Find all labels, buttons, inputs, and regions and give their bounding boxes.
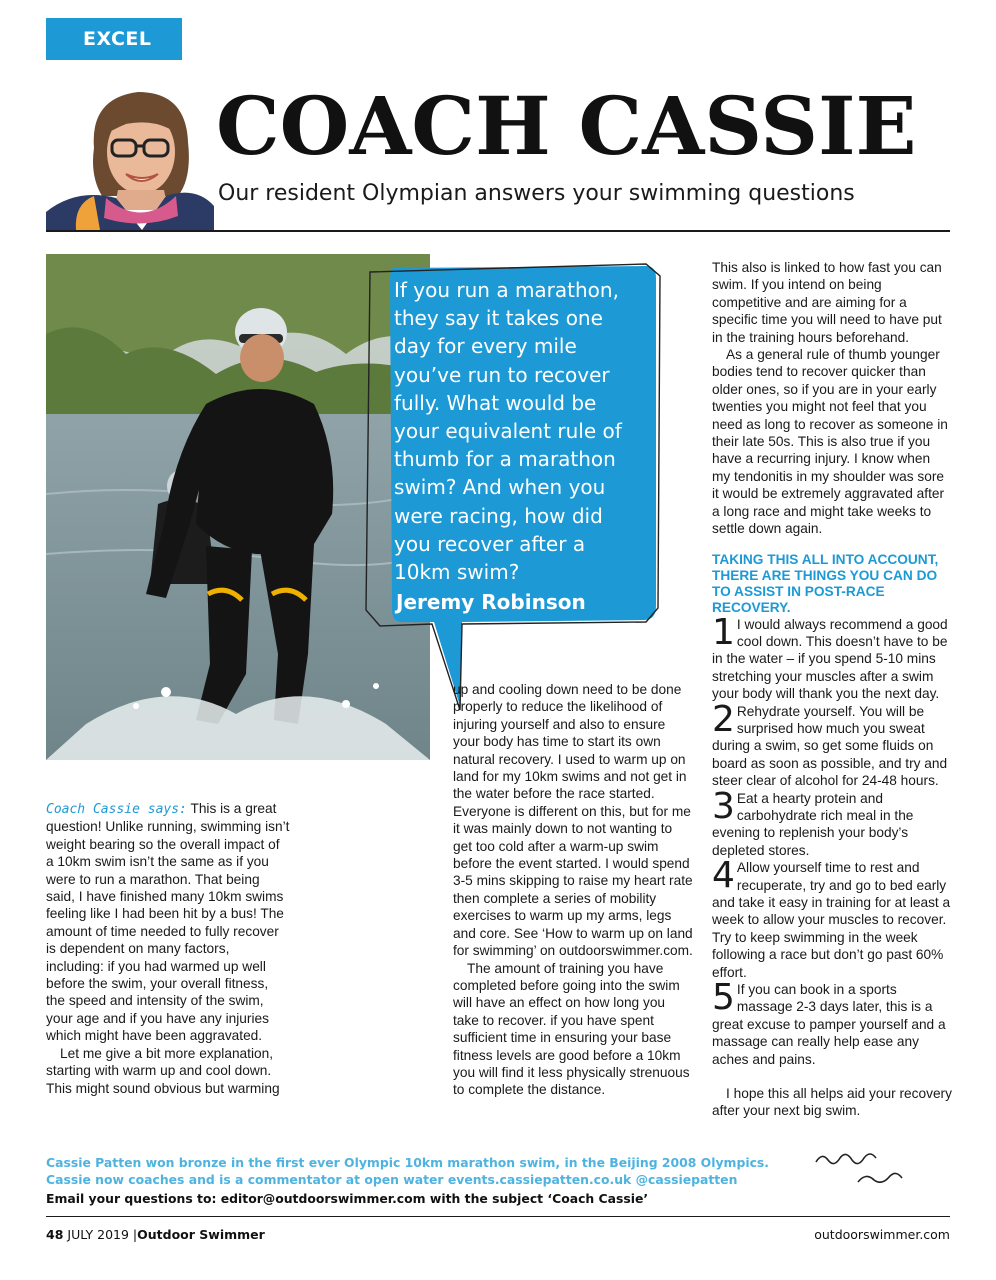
answer-paragraph: The amount of training you have completed before going into the swim will have an effect on how long you take to recover. if you have spent sufficient time in ensuring your base fitness levels are good before a 10km you will find it less physically strenuous to complete the distance. bbox=[453, 960, 690, 1098]
tip-number: 1 bbox=[712, 611, 735, 653]
author-bio bbox=[46, 1154, 769, 1188]
wave-icon bbox=[814, 1148, 904, 1188]
tip-item bbox=[712, 785, 952, 860]
article-column-1 bbox=[46, 800, 290, 1097]
tip-item bbox=[712, 698, 952, 790]
tip-number: 2 bbox=[712, 698, 735, 740]
magazine-name: Outdoor Swimmer bbox=[137, 1227, 265, 1242]
tip-number: 5 bbox=[712, 977, 735, 1019]
closing-paragraph: I hope this all helps aid your recovery after your next big swim. bbox=[712, 1086, 952, 1119]
footer-divider bbox=[46, 1216, 950, 1217]
coach-says-label: Coach Cassie says: bbox=[46, 802, 187, 817]
answer-paragraph: This is a great question! Unlike running, swimming isn’t weight bearing so the overall impact of a 10km swim isn’t the same as if you were to run a marathon. That being said, I have finished many 10km swims feeling like I had been hit by a bus! The amount of time needed to fully recover is dependent on many factors, including: if you had warmed up well before the swim, your overall fitness, the speed and intensity of the swim, your age and if you have any injuries which might have been aggravated. bbox=[46, 801, 290, 1044]
tip-item bbox=[712, 611, 952, 703]
question-author: Jeremy Robinson bbox=[396, 590, 586, 614]
answer-paragraph: This also is linked to how fast you can swim. If you intend on being competitive and are aiming for a specific time you will need to have put in the training hours beforehand. bbox=[712, 260, 942, 345]
article-column-3 bbox=[712, 259, 952, 1120]
bio-line: Cassie Patten won bronze in the first ever Olympic 10km marathon swim, in the Beijing 2008 Olympics. bbox=[46, 1155, 769, 1170]
tip-text: Eat a hearty protein and carbohydrate rich meal in the evening to replenish your body’s depleted stores. bbox=[712, 790, 914, 858]
article-column-2 bbox=[453, 681, 693, 1099]
bio-line: Cassie now coaches and is a commentator at open water events.cassiepatten.co.uk @cassiepatten bbox=[46, 1172, 738, 1187]
tip-text: If you can book in a sports massage 2-3 days later, this is a great excuse to pamper yourself and a massage can really help ease any aches and pains. bbox=[712, 982, 946, 1067]
page-subtitle: Our resident Olympian answers your swimming questions bbox=[218, 181, 855, 206]
answer-paragraph: As a general rule of thumb younger bodies tend to recover quicker than older ones, so if you are in your early twenties you might not feel that you need as long to recover as someone in their late 50s. This is also true if you have a recurring injury. I know when my tendonitis in my shoulder was sore it would be extremely aggravated after a long race and might take weeks to settle down again. bbox=[712, 347, 948, 537]
reader-question: If you run a marathon, they say it takes one day for every mile you’ve run to recover fully. What would be your equivalent rule of thumb for a marathon swim? And when you were racing, how did you recover after a 10km swim? bbox=[394, 278, 622, 585]
page-number: 48 bbox=[46, 1227, 64, 1242]
footer-website: outdoorswimmer.com bbox=[814, 1227, 950, 1242]
answer-paragraph: Let me give a bit more explanation, starting with warm up and cool down. This might sound obvious but warming bbox=[46, 1045, 280, 1096]
section-tag: EXCEL bbox=[46, 18, 182, 60]
issue-date: JULY 2019 | bbox=[67, 1227, 138, 1242]
tip-item bbox=[712, 977, 952, 1068]
tip-number: 3 bbox=[712, 785, 735, 827]
portrait-illustration bbox=[46, 78, 214, 230]
answer-paragraph: up and cooling down need to be done properly to reduce the likelihood of injuring yourself and also to ensure your body has time to start its own natural recovery. I used to warm up on land for my 10km swims and not get in the water before the race started. Everyone is different on this, but for me it was mainly down to not wanting to get too cold after a warm-up swim before the event started. I would spend 3-5 mins skipping to raise my heart rate then complete a series of mobility exercises to warm up my arms, legs and core. See ‘How to warm up on land for swimming’ on outdoorswimmer.com. bbox=[453, 682, 693, 959]
tip-item bbox=[712, 855, 952, 981]
author-portrait bbox=[46, 78, 214, 230]
tip-text: Rehydrate yourself. You will be surprised how much you sweat during a swim, so get some fluids on board as soon as possible, and try and steer clear of alcohol for 24-48 hours. bbox=[712, 703, 948, 789]
footer-folio bbox=[46, 1226, 265, 1244]
header-divider bbox=[46, 230, 950, 232]
tip-text: Allow yourself time to rest and recuperate, try and go to bed early and take it easy in training for at least a week to allow your muscles to recover. Try to keep swimming in the week following a race but don’t go past 60% effort. bbox=[712, 860, 951, 980]
email-invite: Email your questions to: editor@outdoorswimmer.com with the subject ‘Coach Cassie’ bbox=[46, 1191, 649, 1206]
tips-subheading: TAKING THIS ALL INTO ACCOUNT, THERE ARE THINGS YOU CAN DO TO ASSIST IN POST-RACE RECOVERY. bbox=[712, 551, 939, 615]
page-title: COACH CASSIE bbox=[216, 79, 917, 173]
tip-number: 4 bbox=[712, 855, 735, 897]
tip-text: I would always recommend a good cool down. This doesn’t have to be in the water – if you spend 5-10 mins stretching your muscles after a swim your body will thank you the next day. bbox=[712, 616, 948, 702]
